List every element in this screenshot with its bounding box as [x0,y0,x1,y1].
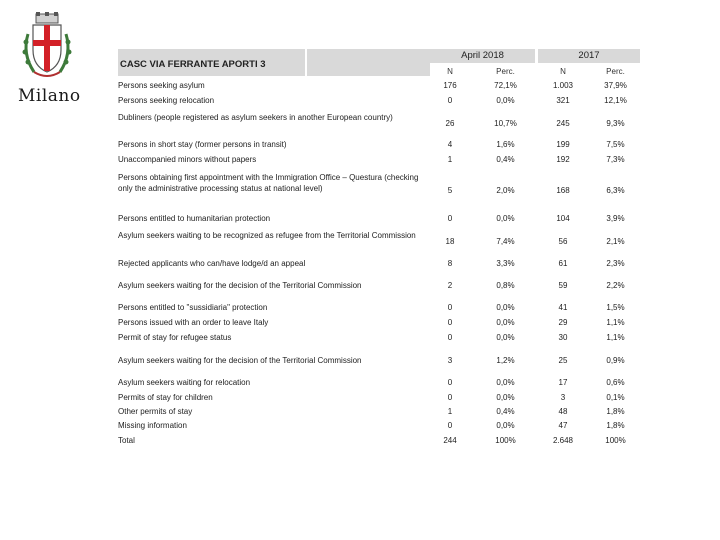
perc-2018: 0,4% [496,155,515,164]
n-2017: 168 [556,186,570,195]
row-label: Asylum seekers waiting to be recognized as refugee from the Territorial Commission [118,231,416,240]
n-2018: 0 [447,214,453,223]
n-2017: 3 [560,393,566,402]
perc-2017: 9,3% [606,119,625,128]
n-2017: 199 [556,140,570,149]
n-2018: 3 [447,356,453,365]
n-2018: 4 [447,140,453,149]
col-n-2017: N [560,67,566,76]
n-2018: 0 [447,333,453,342]
perc-2018: 3,3% [496,259,515,268]
perc-2017: 0,6% [606,378,625,387]
perc-2017: 3,9% [606,214,625,223]
n-2017: 2.648 [552,436,574,445]
perc-2017: 1,1% [606,333,625,342]
n-2017: 245 [556,119,570,128]
row-label: Unaccompanied minors without papers [118,155,257,164]
perc-2018: 0,8% [496,281,515,290]
perc-2018: 7,4% [496,237,515,246]
n-2018: 1 [447,407,453,416]
row-label: Persons obtaining first appointment with the Immigration Office – Questura (checking only the administrative processing status at national level) [118,173,419,193]
city-name: Milano [18,86,81,106]
perc-2018: 0,0% [496,318,515,327]
perc-2018: 1,6% [496,140,515,149]
n-2017: 17 [558,378,568,387]
n-2017: 41 [558,303,568,312]
n-2017: 1.003 [552,81,574,90]
perc-2018: 100% [495,436,516,445]
perc-2018: 0,0% [496,333,515,342]
n-2018: 176 [443,81,457,90]
perc-2017: 100% [605,436,626,445]
row-label: Missing information [118,421,187,430]
row-label: Other permits of stay [118,407,193,416]
n-2018: 18 [445,237,455,246]
perc-2017: 1,8% [606,421,625,430]
n-2018: 0 [447,96,453,105]
perc-2018: 0,4% [496,407,515,416]
perc-2017: 12,1% [604,96,627,105]
perc-2017: 1,8% [606,407,625,416]
col-perc-2018: Perc. [496,67,515,76]
perc-2018: 0,0% [496,421,515,430]
n-2018: 0 [447,421,453,430]
n-2018: 26 [445,119,455,128]
n-2017: 321 [556,96,570,105]
header-bar-spacer [307,49,430,76]
n-2017: 192 [556,155,570,164]
row-label: Persons seeking asylum [118,81,205,90]
n-2017: 104 [556,214,570,223]
perc-2018: 72,1% [494,81,517,90]
row-label: Asylum seekers waiting for the decision of the Territorial Commission [118,281,362,290]
perc-2018: 0,0% [496,393,515,402]
row-label: Persons entitled to "sussidiaria" protection [118,303,268,312]
perc-2017: 1,5% [606,303,625,312]
row-label: Persons issued with an order to leave Italy [118,318,269,327]
n-2018: 8 [447,259,453,268]
perc-2018: 0,0% [496,303,515,312]
perc-2018: 10,7% [494,119,517,128]
row-label: Asylum seekers waiting for the decision of the Territorial Commission [118,356,362,365]
perc-2017: 7,5% [606,140,625,149]
n-2018: 244 [443,436,457,445]
n-2017: 47 [558,421,568,430]
perc-2018: 0,0% [496,96,515,105]
perc-2017: 7,3% [606,155,625,164]
perc-2017: 1,1% [606,318,625,327]
row-label: Persons in short stay (former persons in transit) [118,140,287,149]
n-2018: 0 [447,393,453,402]
row-label: Persons entitled to humanitarian protection [118,214,271,223]
row-label: Rejected applicants who can/have lodge/d an appeal [118,259,306,268]
period-2017: 2017 [578,50,600,61]
n-2017: 56 [558,237,568,246]
n-2017: 25 [558,356,568,365]
period-2018: April 2018 [461,50,504,61]
row-label: Persons seeking relocation [118,96,215,105]
row-label: Permits of stay for children [118,393,213,402]
col-perc-2017: Perc. [606,67,625,76]
row-label: Asylum seekers waiting for relocation [118,378,251,387]
perc-2017: 37,9% [604,81,627,90]
perc-2018: 0,0% [496,214,515,223]
n-2017: 48 [558,407,568,416]
row-label: Permit of stay for refugee status [118,333,232,342]
n-2017: 61 [558,259,568,268]
n-2018: 2 [447,281,453,290]
perc-2017: 0,9% [606,356,625,365]
n-2018: 1 [447,155,453,164]
perc-2017: 2,1% [606,237,625,246]
perc-2017: 2,3% [606,259,625,268]
n-2018: 0 [447,378,453,387]
n-2017: 59 [558,281,568,290]
n-2017: 29 [558,318,568,327]
n-2018: 0 [447,318,453,327]
perc-2018: 1,2% [496,356,515,365]
n-2017: 30 [558,333,568,342]
perc-2017: 6,3% [606,186,625,195]
n-2018: 0 [447,303,453,312]
perc-2018: 0,0% [496,378,515,387]
perc-2017: 2,2% [606,281,625,290]
milano-coat-of-arms-icon [18,12,76,82]
n-2018: 5 [447,186,453,195]
perc-2017: 0,1% [606,393,625,402]
milano-logo [16,12,81,106]
table-title: CASC VIA FERRANTE APORTI 3 [120,59,266,70]
row-label: Total [118,436,135,445]
perc-2018: 2,0% [496,186,515,195]
col-n-2018: N [447,67,453,76]
row-label: Dubliners (people registered as asylum seekers in another European country) [118,113,393,122]
